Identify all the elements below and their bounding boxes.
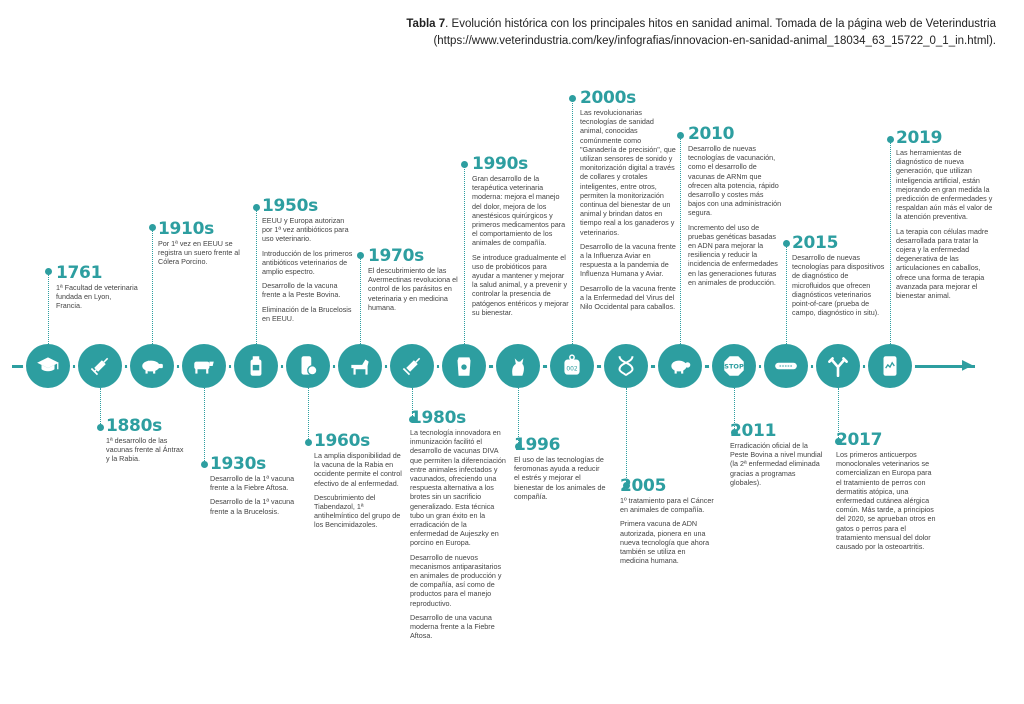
- event-2011: [730, 421, 826, 492]
- event-1930s: [210, 454, 302, 521]
- stem-1960: [308, 388, 309, 441]
- year-label: 2017: [836, 430, 883, 450]
- event-text: Desarrollo de nuevos mecanismos antiparasitarios en animales de producción y de compañía, así como de productos para el manejo reproductivo.: [410, 552, 502, 608]
- dot-2010: [677, 132, 684, 139]
- event-1910s: [158, 219, 254, 272]
- dot-1910: [149, 224, 156, 231]
- event-1761: [56, 263, 138, 316]
- year-label: 1996: [514, 435, 561, 455]
- year-label: 1910s: [158, 219, 214, 239]
- dog-icon: [338, 344, 382, 388]
- svg-text:002: 002: [566, 365, 578, 373]
- medicine-bottle-icon: [234, 344, 278, 388]
- event-2019: [896, 128, 994, 305]
- event-text: Se introduce gradualmente el uso de probióticos para ayudar a mantener y mejorar la salud animal, y a prevenir y controlar la presencia de patógenos entéricos y mejorar su bienestar.: [472, 252, 569, 317]
- event-text: Erradicación oficial de la Peste Bovina a nivel mundial (la 2ª enfermedad eliminada gracias a programas globales).: [730, 441, 823, 487]
- event-text: Las herramientas de diagnóstico de nueva generación, que utilizan inteligencia artificial, están mejorando en gran medida la predicción de enfermedades y respaldan aún más el valor de la atención preventiva.: [896, 148, 993, 222]
- year-label: 2015: [792, 233, 839, 253]
- stem-1910: [152, 228, 153, 344]
- feed-bag-icon: [442, 344, 486, 388]
- caption-source: (https://www.veterindustria.com/key/infografias/innovacion-en-sanidad-animal_18034_63_15722_0_1_in.html).: [433, 35, 996, 47]
- dot-2019: [887, 136, 894, 143]
- event-text: El uso de las tecnologías de feromonas ayuda a reducir el estrés y mejorar el bienestar de los animales de compañía.: [514, 455, 606, 501]
- stem-1990: [464, 165, 465, 344]
- dot-1990: [461, 161, 468, 168]
- event-text: La amplia disponibilidad de la vacuna de la Rabia en occidente permite el control efectivo de al enfermedad.: [314, 451, 402, 488]
- event-text: Desarrollo de una vacuna moderna frente a la Fiebre Aftosa.: [410, 612, 495, 641]
- dot-1970: [357, 252, 364, 259]
- event-text: Eliminación de la Brucelosis en EEUU.: [262, 304, 352, 323]
- microchip-icon: [764, 344, 808, 388]
- collar-tag-icon: [550, 344, 594, 388]
- event-text: Las revolucionarias tecnologías de sanidad animal, conocidas comúnmente como "Ganadería de precisión", que utilizan sensores de sonido y monitorización digital a través de collares y crotales inteligentes, entre otros, permiten la monitorización continua del bienestar de un animal y brindan datos en tiempo real a los ganaderos y veterinarios.: [580, 108, 676, 237]
- year-label: 1950s: [262, 196, 318, 216]
- stem-1970: [360, 256, 361, 344]
- stem-2019: [890, 140, 891, 344]
- event-1990s: [472, 154, 570, 322]
- event-text: Desarrollo de nuevas tecnologías para dispositivos de diagnóstico de microfluidos que ofrecen diagnósticos veterinarios point-of-care (prueba de campo, diagnóstico in situ).: [792, 253, 885, 318]
- year-label: 2010: [688, 124, 735, 144]
- dot-2015: [783, 240, 790, 247]
- pig-icon: [130, 344, 174, 388]
- year-label: 2019: [896, 128, 943, 148]
- event-text: Desarrollo de la vacuna frente a la Enfermedad del Virus del Nilo Occidental para caballos.: [580, 283, 676, 312]
- event-text: Introducción de los primeros antibióticos veterinarios de amplio espectro.: [262, 248, 353, 277]
- svg-text:STOP: STOP: [724, 362, 744, 371]
- dot-1880: [97, 424, 104, 431]
- stem-2010: [680, 136, 681, 344]
- event-2017: [836, 430, 936, 556]
- stop-sign-icon: [712, 344, 756, 388]
- event-2005: [620, 476, 714, 570]
- stem-2005: [626, 388, 627, 484]
- dot-1960: [305, 439, 312, 446]
- event-text: La terapia con células madre desarrollada para tratar la cojera y la enfermedad degenerativa de las articulaciones en caballos, ofrece una forma de terapia avanzada para mejorar el bienestar animal.: [896, 226, 989, 301]
- tablet-icon: [868, 344, 912, 388]
- year-label: 1930s: [210, 454, 266, 474]
- graduation-cap-icon: [26, 344, 70, 388]
- dna-icon: [604, 344, 648, 388]
- event-text: Desarrollo de la vacuna frente a la Peste Bovina.: [262, 281, 341, 300]
- caption-label: Tabla 7: [406, 18, 446, 30]
- year-label: 1980s: [410, 408, 466, 428]
- event-1996: [514, 435, 606, 506]
- year-label: 1960s: [314, 431, 370, 451]
- event-2000s: [580, 88, 676, 316]
- dot-1930: [201, 461, 208, 468]
- event-text: Desarrollo de la 1ª vacuna frente a la Brucelosis.: [210, 497, 295, 516]
- stem-1761: [48, 272, 49, 344]
- year-label: 2011: [730, 421, 777, 441]
- pill-bottle-icon: [286, 344, 330, 388]
- stem-1880: [100, 388, 101, 426]
- event-text: 1º tratamiento para el Cáncer en animales de compañía.: [620, 496, 714, 515]
- event-text: Los primeros anticuerpos monoclonales veterinarios se comercializan en Europa para el tratamiento de perros con dermatitis atópica, una enfermedad cutánea alérgica común. Más tarde, a principios del 2020, se aprueban otros en gatos o perros para el tratamiento mensual del dolor causado por la osteoartritis.: [836, 450, 936, 552]
- cow-icon: [182, 344, 226, 388]
- cat-icon: [496, 344, 540, 388]
- dot-2000: [569, 95, 576, 102]
- dot-1761: [45, 268, 52, 275]
- syringe-icon: [390, 344, 434, 388]
- event-text: Gran desarrollo de la terapéutica veterinaria moderna: mejora el manejo del dolor, mejora de los anestésicos quirúrgicos y primeros medicamentos para el comportamiento de los animales de compañía.: [472, 174, 566, 248]
- timeline-arrow-icon: ▶: [962, 356, 973, 372]
- antibody-icon: [816, 344, 860, 388]
- event-text: Primera vacuna de ADN autorizada, pionera en una nueva tecnología que ahora también se utiliza en medicina humana.: [620, 519, 710, 566]
- year-label: 1880s: [106, 416, 162, 436]
- event-text: Desarrollo de la vacuna frente a la Influenza Aviar en respuesta a la pandemia de Influenza Humana y Aviar.: [580, 241, 676, 279]
- stem-2000: [572, 99, 573, 344]
- event-text: 1ª Facultad de veterinaria fundada en Lyon, Francia.: [56, 283, 138, 311]
- year-label: 2005: [620, 476, 667, 496]
- caption-text: . Evolución histórica con los principales hitos en sanidad animal. Tomada de la página web de Veterindustria: [445, 18, 996, 30]
- sheep-icon: [658, 344, 702, 388]
- stem-1950: [256, 208, 257, 344]
- stem-1930: [204, 388, 205, 463]
- event-text: EEUU y Europa autorizan por 1ª vez antibióticos para uso veterinario.: [262, 216, 349, 244]
- stem-2015: [786, 244, 787, 344]
- event-text: Descubrimiento del Tiabendazol, 1ª antihelmíntico del grupo de los Bencimidazoles.: [314, 492, 401, 530]
- event-text: Incremento del uso de pruebas genéticas basadas en ADN para mejorar la resiliencia y reducir la incidencia de enfermedades en las generaciones futuras en animales de producción.: [688, 222, 778, 287]
- event-text: La tecnología innovadora en inmunización facilitó el desarrollo de vacunas DIVA que permiten la diferenciación entre animales infectados y vacunados, ofreciendo una respuesta alternativa a los brotes sin un sacrificio generalizado. Esta técnica tubo un gran éxito en la erradicación de la enfermedad de Aujeszky en porcino en Europa.: [410, 428, 506, 548]
- syringe-icon: [78, 344, 122, 388]
- event-2010: [688, 124, 782, 292]
- event-text: Desarrollo de la 1ª vacuna frente a la Fiebre Aftosa.: [210, 474, 295, 493]
- event-1880s: [106, 416, 188, 469]
- event-1950s: [262, 196, 356, 328]
- event-1980s: [410, 408, 506, 645]
- event-text: Desarrollo de nuevas tecnologías de vacunación, como el desarrollo de vacunas de ARNm que ofrecen alta potencia, rápido desarrollo y costes más bajos con una administración segura.: [688, 144, 782, 218]
- year-label: 1970s: [368, 246, 424, 266]
- event-2015: [792, 233, 886, 322]
- event-1960s: [314, 431, 404, 535]
- year-label: 1761: [56, 263, 103, 283]
- year-label: 2000s: [580, 88, 636, 108]
- event-1970s: [368, 246, 458, 317]
- year-label: 1990s: [472, 154, 528, 174]
- event-text: 1ª desarrollo de las vacunas frente al Ántrax y la Rabia.: [106, 436, 184, 464]
- event-text: Por 1ª vez en EEUU se registra un suero frente al Cólera Porcino.: [158, 239, 240, 267]
- table-caption: [276, 16, 996, 50]
- event-text: El descubrimiento de las Avermectinas revoluciona el control de los parásitos en veterinaria y en medicina humana.: [368, 266, 458, 312]
- dot-1950: [253, 204, 260, 211]
